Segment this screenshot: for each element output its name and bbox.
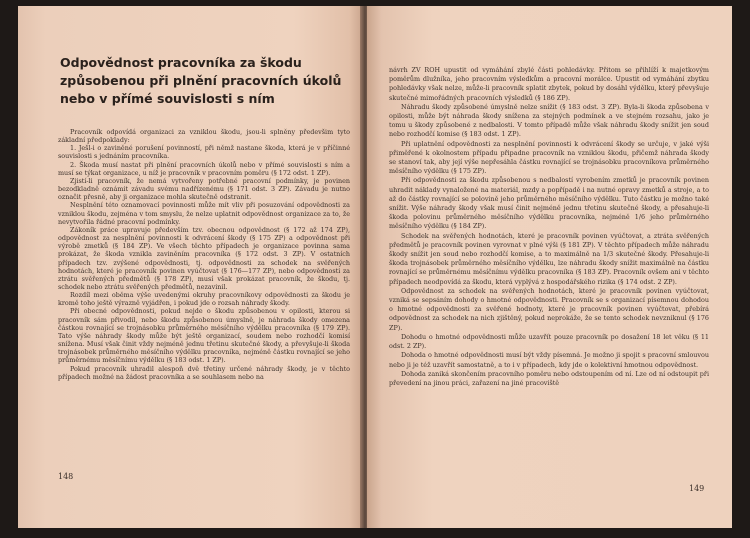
left-page-body	[58, 128, 350, 381]
right-page-body	[389, 66, 709, 388]
paragraph: Rozdíl mezi oběma výše uvedenými okruhy pracovníkovy odpovědnosti za škodu je kromě toho ještě výrazně vyjádřen, i pokud jde o rozsah náhrady škody.	[58, 291, 350, 308]
paragraph: Při uplatnění odpovědnosti za nesplnění povinnosti k odvrácení škody se určuje, v jaké výši přiměřené k okolnostem případu připadne pracovník na vzniklou škodu, přičemž náhrada škody se stanoví tak, aby její výše nepřesáhla částku rovnající se trojnásobku pracovníkova průměrného měsíčního výdělku (§ 175 ZP).	[389, 139, 709, 176]
paragraph: Odpovědnost za schodek na svěřených hodnotách, které je pracovník povinen vyúčtovat, vzniká se sepsáním dohody o hmotné odpovědnosti. Pracovník se s organizací písemnou dohodou o hmotné odpovědnosti za svěřené hodnoty, které je pracovník povinen vyúčtovat, přebírá odpovědnost za schodek na nich zjištěný, pokud neprokáže, že se tento schodek nevzniknul (§ 176 ZP).	[389, 286, 709, 332]
paragraph: Dohodu o hmotné odpovědnosti může uzavřít pouze pracovník po dosažení 18 let věku (§ 11 odst. 2 ZP).	[389, 332, 709, 351]
paragraph: Zákoník práce upravuje především tzv. obecnou odpovědnost (§ 172 až 174 ZP), odpovědnost za nesplnění povinnosti k odvrácení škody (§ 175 ZP) a odpovědnost při výrobě zmetků (§ 184 ZP). Ve všech těchto případech je organizace povinna sama prokázat, že škoda vznikla zaviněním pracovníka (§ 172 odst. 3 ZP). V ostatních případech tzv. zvýšené odpovědnosti, tj. odpovědnosti za schodek na svěřených hodnotách, které je pracovník povinen vyúčtovat (§ 176—177 ZP), nebo odpovědnosti za ztrátu svěřených předmětů (§ 178 ZP), musí však prokázat pracovník, že škodu, tj. schodek nebo ztrátu svěřených předmětů, nezavinil.	[58, 225, 350, 291]
chapter-heading: Odpovědnost pracovníka za škodu způsobenou při plnění pracovních úkolů nebo v přímé souvislosti s ním	[60, 55, 342, 106]
paragraph: Schodek na svěřených hodnotách, které je pracovník povinen vyúčtovat, a ztráta svěřených předmětů je pracovník povinen vyrovnat v plné výši (§ 181 ZP). V těchto případech může náhradu škody snížit jen soud nebo rozhodčí komise, a to maximálně na 1/3 skutečné škody. Přesahuje-li škoda trojnásobek průměrného měsíčního výdělku, lze náhradu škody snížit maximálně na částku rovnající se průměrnému měsíčnímu výdělku pracovníka (§ 183 ZP). Pracovník ovšem ani v těchto případech neodpovídá za škodu, která vyplývá z hospodářského rizika (§ 174 odst. 2 ZP).	[389, 231, 709, 286]
paragraph: Nesplnění této oznamovací povinnosti může mít vliv při posuzování odpovědnosti za vzniklou škodu, zejména v tom smyslu, že nelze uplatnit odpovědnost organizace za to, že nevytvořila řádné pracovní podmínky.	[58, 201, 350, 226]
paragraph: návrh ZV ROH upustit od vymáhání zbylé části pohledávky. Přitom se přihlíží k majetkovým poměrům dlužníka, jeho pracovním výsledkům a pracovní morálce. Upustit od vymáhání zbytku pohledávky však nelze, může-li pracovník splatit zbytek, pokud by dosáhl výdělku, který převyšuje skutečné mimořádných pracovních výsledků (§ 186 ZP).	[389, 66, 709, 102]
paragraph: Dohoda zaniká skončením pracovního poměru nebo odstoupením od ní. Lze od ní odstoupit při převedení na jinou práci, zařazení na jiné pracoviště	[389, 369, 709, 387]
page-number-right: 149	[689, 484, 705, 493]
page-number-left: 148	[58, 472, 74, 481]
paragraph: 1. Ješl-i o zaviněné porušení povinností, při němž nastane škoda, která je v příčinné souvislosti s jednáním pracovníka.	[58, 144, 350, 161]
paragraph: Zjistí-li pracovník, že nemá vytvořeny potřebné pracovní podmínky, je povinen bezodkladně oznámit závadu svému nadřízenému (§ 171 odst. 3 ZP). Závadu je nutno označit přesně, aby ji organizace mohla skutečně odstranit.	[58, 176, 350, 202]
paragraph: Dohoda o hmotné odpovědnosti musí být vždy písemná. Je možno ji spojit s pracovní smlouvou nebo ji je též uzavřít samostatně, a to i v případech, kdy jde o kolektivní hmotnou odpovědnost.	[389, 351, 709, 369]
paragraph: Pokud pracovník uhradil alespoň dvě třetiny určené náhrady škody, je v těchto případech možné na žádost pracovníka a se souhlasem nebo na	[58, 364, 350, 381]
right-page	[367, 6, 732, 528]
paragraph: Pracovník odpovídá organizaci za vzniklou škodu, jsou-li splněny předevšim tyto základní předpoklady:	[58, 128, 350, 145]
paragraph: Při odpovědnosti za škodu způsobenou s nedbalostí vyrobením zmetků je pracovník povinen uhradit náklady vynaložené na materiál, mzdy a popřípadě i na nutné opravy zmetků a stroje, a to až do částky rovnající se polovině jeho průměrného měsíčního výdělku. Tuto částku je možno také snížit. Výše náhrady škody však musí činit nejméně jednu třetinu skutečné škody, a přesahuje-li škoda polovinu průměrného měsíčního výdělku pracovníka, nejméně 1/6 jeho průměrného měsíčního výdělku (§ 184 ZP).	[389, 176, 709, 231]
paragraph: Náhradu škody způsobené úmyslně nelze snížit (§ 183 odst. 3 ZP). Byla-li škoda způsobena v opilosti, může být náhrada škody snížena za stejných podmínek a ve stejném rozsahu, jako je tomu u škody způsobené z nedbalosti. V tomto případě může však náhradu škody snížit jen soud nebo rozhodčí komise (§ 183 odst. 1 ZP).	[389, 102, 709, 139]
paragraph: 2. Škoda musí nastat při plnění pracovních úkolů nebo v přímé souvislosti s ním a musí se týkat organizace, u níž je pracovník v pracovním poměru (§ 172 odst. 1 ZP).	[58, 160, 350, 177]
paragraph: Při obecné odpovědnosti, pokud nejde o škodu způsobenou v opilosti, kterou si pracovník sám přivodil, nebo škodu způsobenou úmyslně, je náhrada škody omezena částkou rovnající se trojnásobku průměrného měsíčního výdělku pracovníka (§ 179 ZP). Tato výše náhrady škody může být ještě organizací, soudem nebo rozhodčí komisí snížena. Musí však činit vždy nejméně jednu třetinu skutečné škody, a převyšuje-li škoda trojnásobek průměrného měsíčního výdělku pracovníka, nejméně částku rovnající se jeho průměrnému měsíčnímu výdělku (§ 183 odst. 1 ZP).	[58, 307, 350, 365]
left-page	[18, 6, 363, 528]
